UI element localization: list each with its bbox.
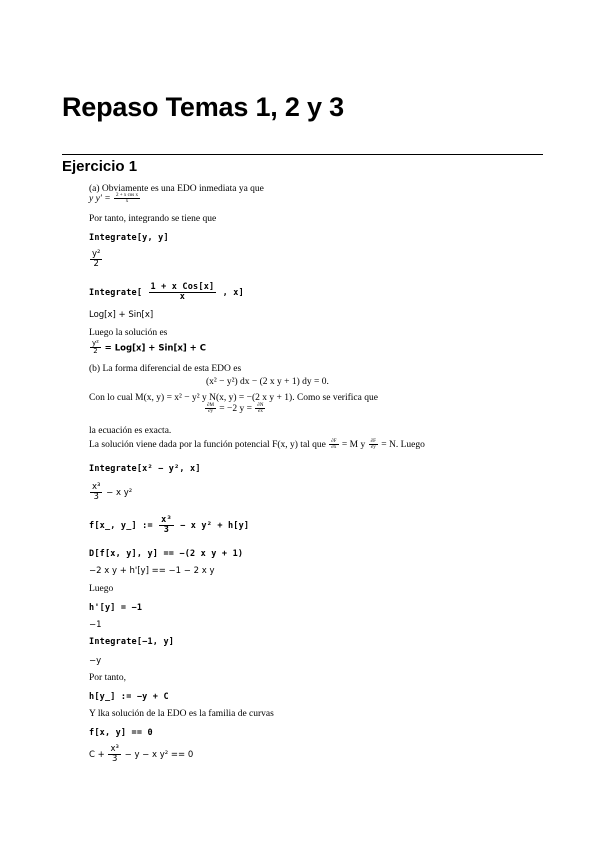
input-cell-8[interactable]: h[y_] := −y + C — [89, 692, 169, 702]
eq-num: 2 + x cos x — [116, 193, 139, 198]
exactness-check — [204, 403, 266, 415]
out3-num: x³ — [92, 482, 101, 492]
luego-text: Luego — [89, 584, 114, 594]
output-cell-6: −1 — [89, 620, 102, 630]
output-cell-5: −2 x y + h'[y] == −1 − 2 x y — [89, 566, 215, 576]
in4-num: x³ — [161, 515, 172, 525]
in4-den: 3 — [163, 524, 170, 535]
solution-label: Luego la solución es — [89, 328, 168, 338]
check-mid: = −2 y = — [219, 403, 252, 414]
in2-fraction — [149, 283, 217, 302]
input-cell-3[interactable]: Integrate[x² − y², x] — [89, 464, 201, 474]
sol-rhs: = Log[x] + Sin[x] + C — [104, 343, 206, 354]
input-cell-4[interactable] — [89, 516, 249, 535]
out9-head: C + — [89, 749, 105, 760]
input-cell-1[interactable]: Integrate[y, y] — [89, 233, 169, 243]
integrating-text: Por tanto, integrando se tiene que — [89, 214, 217, 224]
input-cell-6[interactable]: h'[y] = −1 — [89, 603, 143, 613]
output-cell-9 — [89, 745, 193, 764]
in2-tail: , x] — [222, 287, 244, 298]
df-dx — [329, 439, 338, 451]
in2-den: x — [179, 291, 186, 302]
exact-statement: la ecuación es exacta. — [89, 426, 172, 436]
out1-num: y² — [92, 249, 101, 259]
out1-fraction — [90, 250, 102, 269]
part-a-intro: (a) Obviamente es una EDO inmediata ya que — [89, 184, 264, 194]
out3-tail: − x y² — [106, 487, 133, 498]
out1-den: 2 — [93, 258, 99, 269]
input-cell-9[interactable]: f[x, y] == 0 — [89, 728, 153, 738]
in2-num: 1 + x Cos[x] — [150, 282, 215, 292]
differential-form: (x² − y²) dx − (2 x y + 1) dy = 0. — [206, 377, 329, 387]
output-cell-1 — [89, 250, 103, 269]
section-heading: Ejercicio 1 — [62, 158, 138, 175]
df-dy — [369, 439, 378, 451]
dn-num: ∂N — [257, 403, 264, 408]
out3-fraction — [90, 483, 102, 502]
part-b-intro: (b) La forma diferencial de esta EDO es — [89, 364, 242, 374]
out9-den: 3 — [111, 753, 118, 764]
m-n-definition: Con lo cual M(x, y) = x² − y² y N(x, y) = −(2 x y + 1). Como se verifica que — [89, 393, 378, 403]
potential-a: La solución viene dada por la función potencial F(x, y) tal que — [89, 439, 326, 450]
part-a-equation — [89, 193, 141, 205]
eq-lhs: y y' = — [89, 193, 111, 204]
sol-den: 2 — [93, 347, 98, 356]
dm-num: ∂M — [207, 403, 214, 408]
page-title: Repaso Temas 1, 2 y 3 — [62, 92, 344, 122]
in4-head: f[x_, y_] := — [89, 520, 153, 531]
eq-fraction — [114, 193, 140, 205]
dfx-num: ∂F — [331, 439, 337, 444]
eq-den: x — [125, 199, 129, 205]
dm-den: ∂y — [207, 409, 213, 415]
out3-den: 3 — [93, 491, 99, 502]
dfx-den: ∂x — [331, 445, 337, 451]
sol-fraction — [90, 340, 101, 356]
in4-fraction — [159, 516, 174, 535]
solution-equation — [89, 340, 206, 356]
potential-function-text — [89, 439, 425, 451]
out9-fraction — [108, 745, 120, 764]
in4-tail: − x y² + h[y] — [180, 520, 250, 531]
input-cell-2[interactable] — [89, 283, 244, 302]
family-text: Y lka solución de la EDO es la familia de curvas — [89, 709, 274, 719]
section-divider — [62, 154, 543, 155]
dm-dy — [205, 403, 216, 415]
input-cell-5[interactable]: D[f[x, y], y] == −(2 x y + 1) — [89, 549, 244, 559]
input-cell-7[interactable]: Integrate[−1, y] — [89, 637, 175, 647]
output-cell-7: −y — [89, 656, 102, 666]
out9-num: x³ — [110, 744, 119, 754]
potential-mid: = M y — [341, 439, 366, 450]
in2-head: Integrate[ — [89, 287, 143, 298]
sol-num: y² — [92, 339, 99, 347]
potential-end: = N. Luego — [381, 439, 425, 450]
dn-dx — [255, 403, 265, 415]
output-cell-2: Log[x] + Sin[x] — [89, 310, 154, 320]
output-cell-3 — [89, 483, 132, 502]
dfy-num: ∂F — [370, 439, 376, 444]
dn-den: ∂x — [257, 409, 263, 415]
dfy-den: ∂y — [370, 445, 376, 451]
portanto-text: Por tanto, — [89, 673, 126, 683]
out9-tail: − y − x y² == 0 — [124, 749, 194, 760]
